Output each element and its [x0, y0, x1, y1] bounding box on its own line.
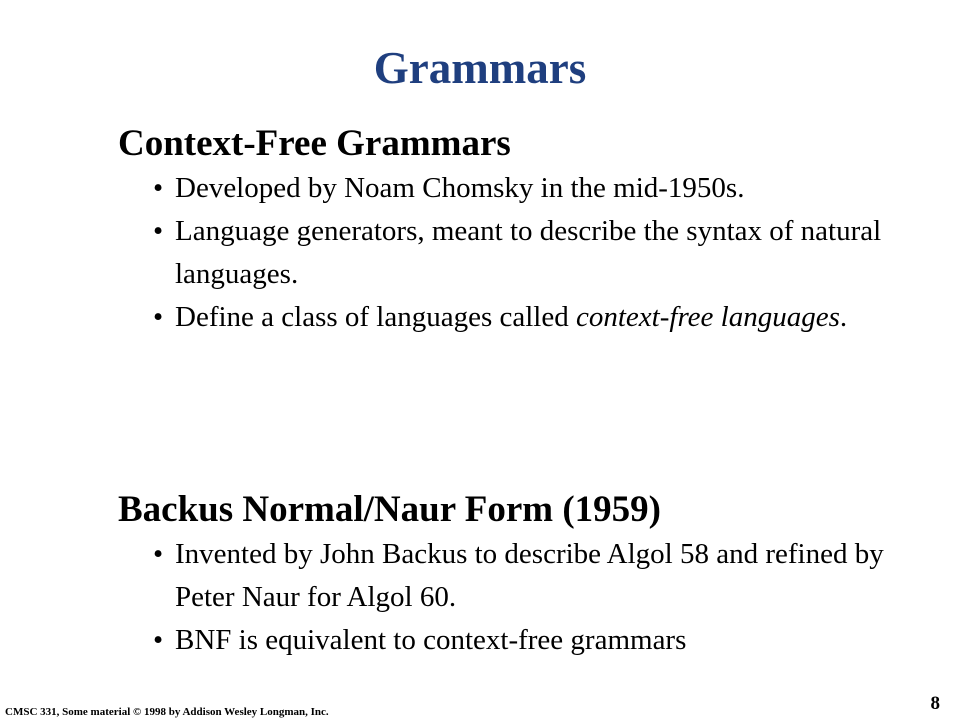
slide-title: Grammars — [373, 43, 587, 93]
bullet-item — [118, 619, 915, 662]
bullet-dot-icon: • — [153, 624, 164, 656]
bullet-dot-icon: • — [153, 172, 164, 204]
bullet-text: Language generators, meant to describe the syntax of natural languages. — [175, 215, 882, 290]
section-heading: Backus Normal/Naur Form (1959) — [118, 489, 661, 530]
section-bnf — [118, 487, 908, 662]
bullet-item — [118, 167, 865, 210]
bullet-emphasis: context-free languages — [576, 301, 840, 333]
bullet-dot-icon: • — [153, 538, 164, 570]
section-heading: Context-Free Grammars — [118, 123, 511, 164]
bullet-item — [118, 296, 915, 339]
bullet-text: BNF is equivalent to context-free grammars — [175, 624, 687, 656]
bullet-dot-icon: • — [153, 215, 164, 247]
bullet-item — [118, 210, 895, 296]
bullet-text-end: . — [839, 301, 848, 333]
section-context-free-grammars — [118, 121, 908, 339]
bullet-dot-icon: • — [153, 301, 164, 333]
footer-copyright: CMSC 331, Some material © 1998 by Addison Wesley Longman, Inc. — [5, 706, 329, 718]
bullet-text-start: Define a class of languages called — [175, 301, 576, 333]
page-number: 8 — [930, 693, 940, 714]
bullet-text: Invented by John Backus to describe Algol 58 and refined by Peter Naur for Algol 60. — [175, 538, 884, 613]
bullet-item — [118, 533, 915, 619]
bullet-text: Developed by Noam Chomsky in the mid-1950s. — [175, 172, 745, 204]
bullet-text — [175, 296, 915, 339]
